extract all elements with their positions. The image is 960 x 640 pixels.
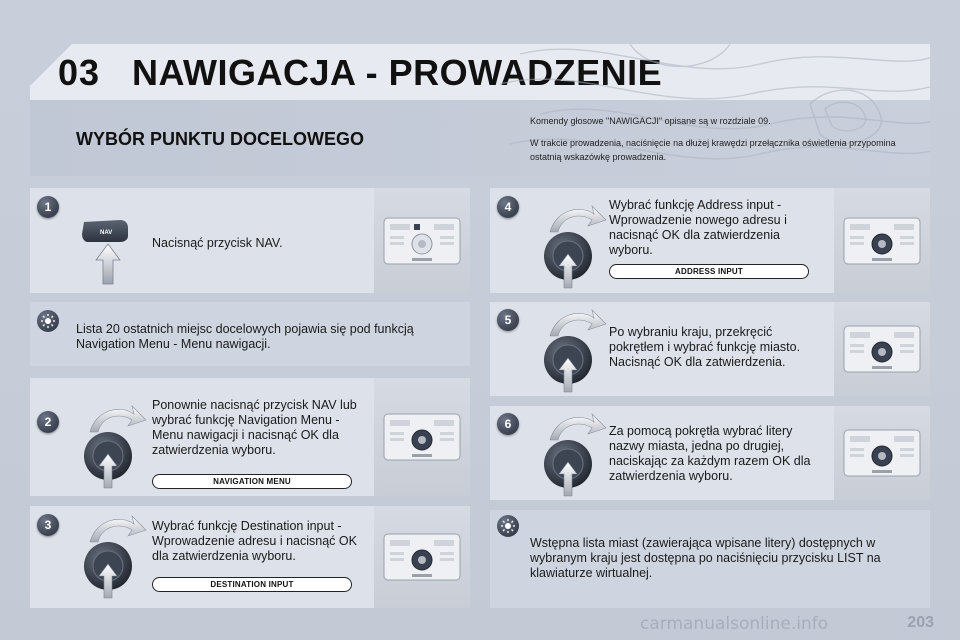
radio-panel-thumbnail [374,188,470,293]
rotary-knob-illustration [528,404,618,500]
rotary-knob-illustration [68,506,158,602]
car-radio-panel-icon [382,210,462,272]
step-3-badge: 3 [37,514,59,536]
rotary-knob-icon [68,396,158,492]
rotary-knob-illustration [528,300,618,396]
tip-2-text: Wstępna lista miast (zawierająca wpisane litery) dostępnych w wybranym kraju jest dostępna po naciśnięciu przycisku LIST na klawiaturze wirtualnej. [530,536,881,580]
car-radio-panel-icon [842,318,922,380]
tip-1-badge [37,310,59,332]
step-4-badge: 4 [497,196,519,218]
step-6-text: Za pomocą pokrętła wybrać litery nazwy miasta, jedna po drugiej, naciskając za każdym razem OK dla zatwierdzenia wyboru. [609,424,811,483]
sun-lightbulb-icon [40,313,56,329]
tip-1-text: Lista 20 ostatnich miejsc docelowych pojawia się pod funkcją Navigation Menu - Menu nawigacji. [76,322,414,351]
section-heading: WYBÓR PUNKTU DOCELOWEGO [76,129,364,149]
tip-2-badge [497,515,519,537]
chapter-number: 03 [58,52,101,93]
destination-input-pill: DESTINATION INPUT [152,577,352,592]
voice-note-line-1: Komendy głosowe "NAWIGACJI" opisane są w rozdziale 09. [530,116,771,126]
radio-panel-thumbnail [834,302,930,396]
sun-lightbulb-icon [500,518,516,534]
nav-button-illustration [80,218,140,288]
page-number: 203 [907,614,934,631]
step-6-badge: 6 [497,413,519,435]
radio-panel-thumbnail [374,506,470,608]
rotary-knob-icon [68,506,158,602]
address-input-pill: ADDRESS INPUT [609,264,809,279]
radio-panel-thumbnail [834,188,930,293]
step-1-badge: 1 [37,196,59,218]
step-1-text: Nacisnąć przycisk NAV. [152,236,283,250]
radio-panel-thumbnail [834,406,930,500]
voice-commands-note [530,114,920,172]
watermark: carmanualsonline.info [640,614,829,634]
step-3-text: Wybrać funkcję Destination input - Wprowadzenie adresu i nacisnąć OK dla zatwierdzenia wyboru. [152,519,357,563]
navigation-menu-pill: NAVIGATION MENU [152,474,352,489]
step-2-badge: 2 [37,411,59,433]
rotary-knob-illustration [528,196,618,292]
rotary-knob-icon [528,404,618,500]
step-5-badge: 5 [497,309,519,331]
car-radio-panel-icon [842,422,922,484]
car-radio-panel-icon [382,406,462,468]
step-4-text: Wybrać funkcję Address input - Wprowadzenie nowego adresu i nacisnąć OK dla zatwierdzenia wyboru. [609,198,787,257]
page-title: NAWIGACJA - PROWADZENIE [132,52,663,93]
step-5-text: Po wybraniu kraju, przekręcić pokrętłem i wybrać funkcję miasto. Nacisnąć OK dla zatwierdzenia. [609,325,801,369]
car-radio-panel-icon [382,526,462,588]
car-radio-panel-icon [842,210,922,272]
rotary-knob-icon [528,300,618,396]
step-2-text: Ponownie nacisnąć przycisk NAV lub wybrać funkcję Navigation Menu - Menu nawigacji i nacisnąć OK dla zatwierdzenia wyboru. [152,398,357,457]
radio-panel-thumbnail [374,378,470,496]
voice-note-line-2: W trakcie prowadzenia, naciśnięcie na dłużej krawędzi przełącznika oświetlenia przypomina ostatnią wskazówkę prowadzenia. [530,138,896,162]
rotary-knob-icon [528,196,618,292]
nav-button-label: NAV [100,230,113,236]
rotary-knob-illustration [68,396,158,492]
